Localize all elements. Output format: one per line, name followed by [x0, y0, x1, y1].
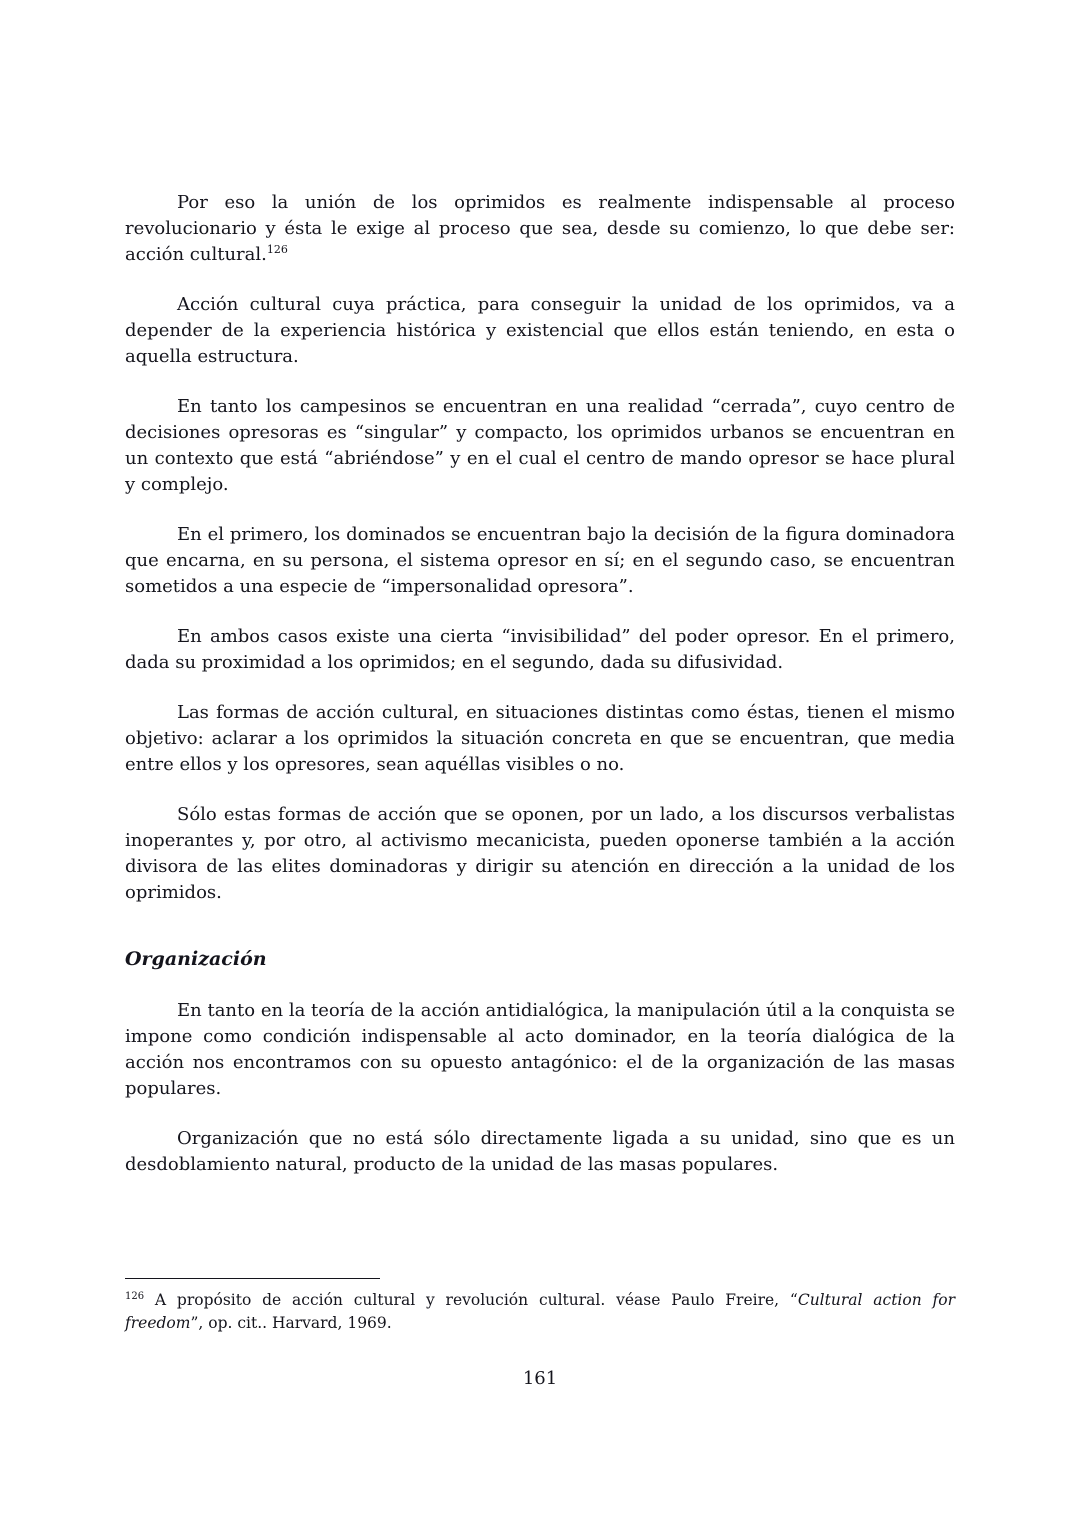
paragraph: En ambos casos existe una cierta “invisibilidad” del poder opresor. En el primero, dada su proximidad a los oprimidos; en el segundo, dada su difusividad. — [125, 626, 955, 673]
footnote-italic-title: Cultural action for freedom — [125, 1291, 955, 1332]
page-number: 161 — [522, 1368, 558, 1389]
footnote-separator — [125, 1278, 380, 1279]
footnote-area — [125, 1278, 955, 1335]
footnote-text: A propósito de acción cultural y revolución cultural. véase Paulo Freire, “ — [144, 1291, 798, 1309]
footnote-ref: 126 — [266, 243, 288, 256]
paragraph: En tanto en la teoría de la acción antidialógica, la manipulación útil a la conquista se impone como condición indispensable al acto dominador, en la teoría dialógica de la acción nos encontramos con su opuesto antagónico: el de la organización de las masas populares. — [125, 1000, 955, 1099]
footnote — [125, 1289, 955, 1335]
footnote-text-end: ”, op. cit.. Harvard, 1969. — [190, 1314, 392, 1332]
paragraph: En el primero, los dominados se encuentran bajo la decisión de la figura dominadora que encarna, en su persona, el sistema opresor en sí; en el segundo caso, se encuentran sometidos a una especie de “impersonalidad opresora”. — [125, 524, 955, 597]
paragraph: Acción cultural cuya práctica, para conseguir la unidad de los oprimidos, va a depender de la experiencia histórica y existencial que ellos están teniendo, en esta o aquella estructura. — [125, 294, 955, 367]
page-body — [125, 190, 955, 1178]
paragraph — [125, 190, 955, 268]
paragraph: Las formas de acción cultural, en situaciones distintas como éstas, tienen el mismo objetivo: aclarar a los oprimidos la situación concreta en que se encuentran, que media entre ellos y los opresores, sean aquéllas visibles o no. — [125, 702, 955, 775]
paragraph: Sólo estas formas de acción que se oponen, por un lado, a los discursos verbalistas inoperantes y, por otro, al activismo mecanicista, pueden oponerse también a la acción divisora de las elites dominadoras y dirigir su atención en dirección a la unidad de los oprimidos. — [125, 804, 955, 903]
paragraph: En tanto los campesinos se encuentran en una realidad “cerrada”, cuyo centro de decisiones opresoras es “singular” y compacto, los oprimidos urbanos se encuentran en un contexto que está “abriéndose” y en el cual el centro de mando opresor se hace plural y complejo. — [125, 396, 955, 495]
section-heading: Organización — [125, 948, 267, 970]
paragraph-text: Por eso la unión de los oprimidos es realmente indispensable al proceso revolucionario y ésta le exige al proceso que sea, desde su comienzo, lo que debe ser: acción cultural. — [125, 192, 955, 265]
paragraph: Organización que no está sólo directamente ligada a su unidad, sino que es un desdoblamiento natural, producto de la unidad de las masas populares. — [125, 1128, 955, 1175]
footnote-marker: 126 — [125, 1290, 145, 1302]
